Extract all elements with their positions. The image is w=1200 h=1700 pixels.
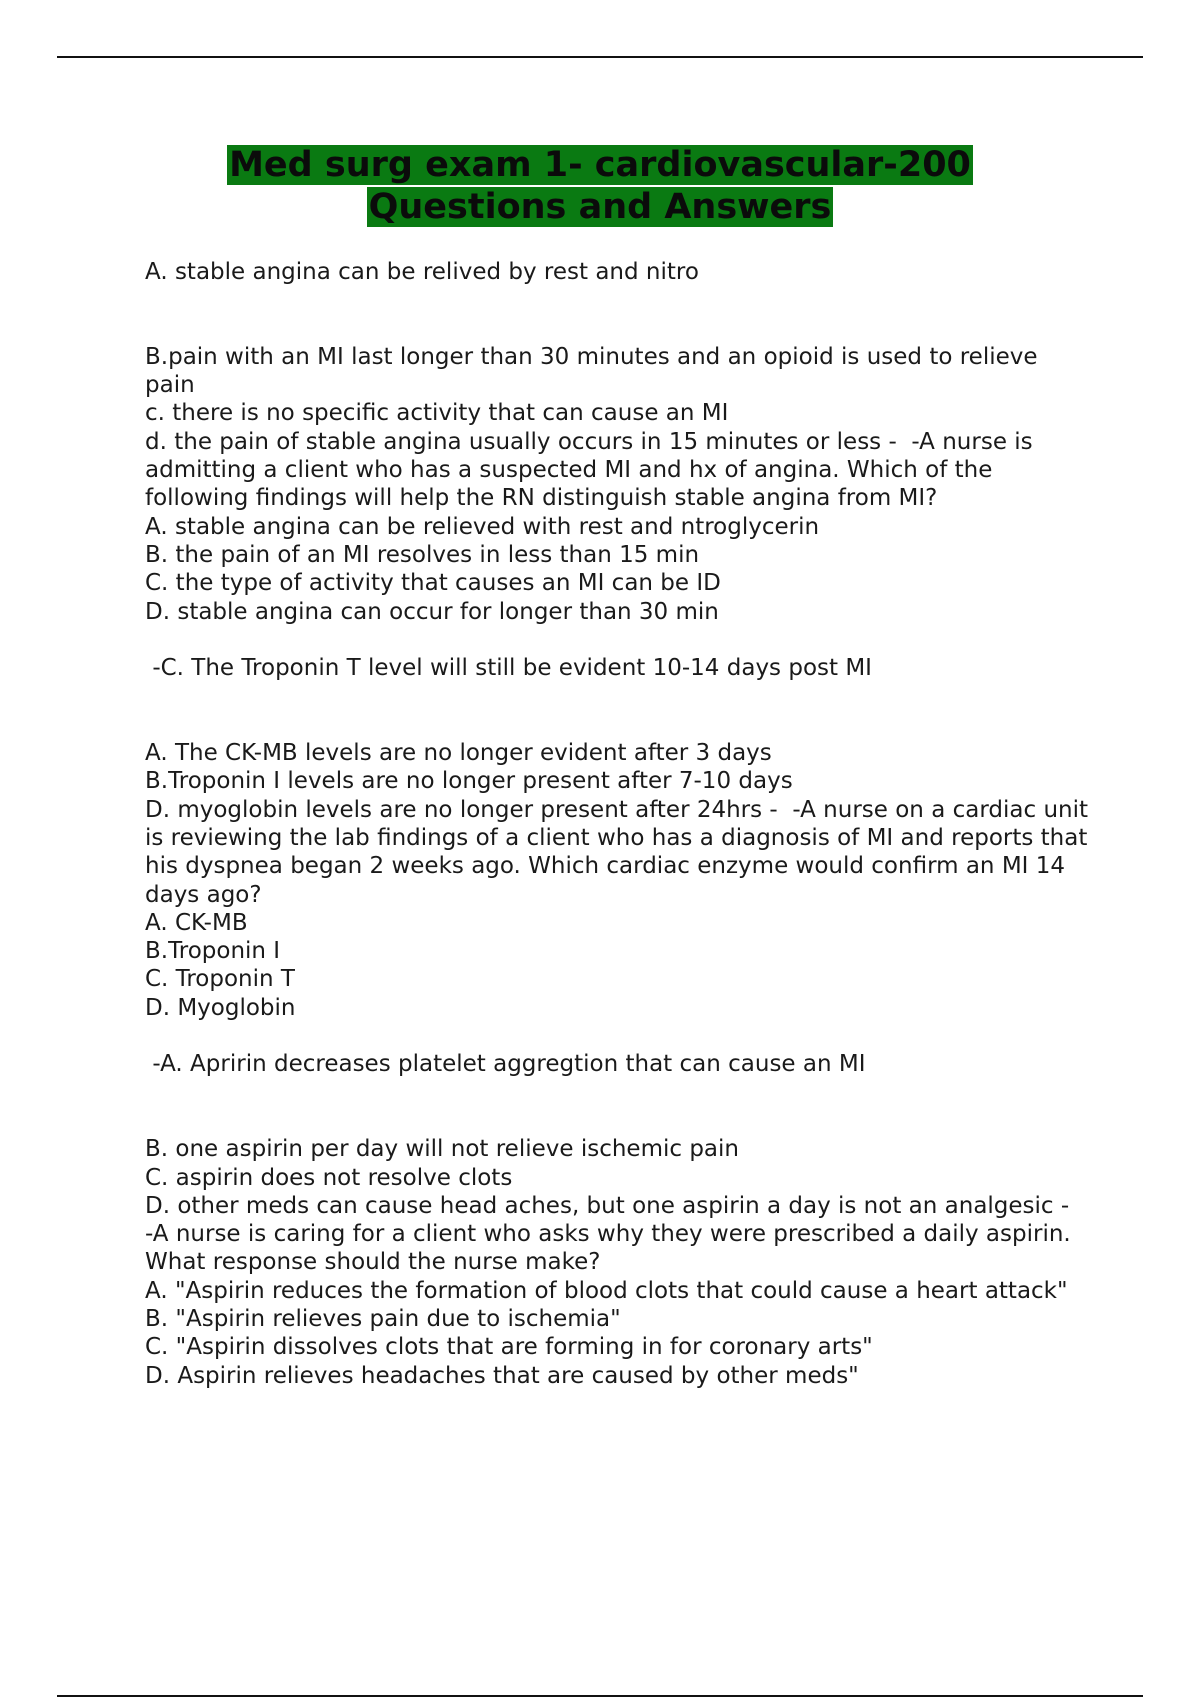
text-line: D. Myoglobin	[145, 994, 296, 1021]
footer-rule	[57, 1695, 1143, 1697]
text-line: D. Aspirin relieves headaches that are caused by other meds"	[145, 1362, 859, 1389]
text-line: A. stable angina can be relived by rest and nitro	[145, 259, 699, 285]
text-line: C. Troponin T	[145, 966, 295, 993]
blank-line	[145, 1079, 1090, 1107]
document-title	[0, 144, 1200, 228]
text-line: B. one aspirin per day will not relieve ischemic pain	[145, 1136, 739, 1163]
header-rule	[57, 56, 1143, 58]
blank-line	[145, 682, 1090, 710]
text-line: -C. The Troponin T level will still be evident 10-14 days post MI	[145, 655, 872, 682]
text-line: D. myoglobin levels are no longer present after 24hrs - -A nurse on a cardiac unit is reviewing the lab findings of a client who has a diagnosis of MI and reports that his dyspnea began 2 weeks ago. Which cardiac enzyme would confirm an MI 14 days ago?	[145, 796, 1096, 908]
text-line: d. the pain of stable angina usually occurs in 15 minutes or less - -A nurse is admitting a client who has a suspected MI and hx of angina. Which of the following findings will help the RN distinguish stable angina from MI?	[145, 428, 1040, 512]
text-line: B. "Aspirin relieves pain due to ischemia"	[145, 1305, 621, 1332]
text-line: C. "Aspirin dissolves clots that are forming in for coronary arts"	[145, 1334, 873, 1361]
text-line: D. other meds can cause head aches, but one aspirin a day is not an analgesic - -A nurse is caring for a client who asks why they were prescribed a daily aspirin. What response should the nurse make?	[145, 1192, 1084, 1276]
text-line: A. "Aspirin reduces the formation of blood clots that could cause a heart attack"	[145, 1277, 1068, 1304]
text-line: -A. Apririn decreases platelet aggregtion that can cause an MI	[145, 1051, 866, 1078]
blank-line	[145, 711, 1090, 739]
text-line: C. aspirin does not resolve clots	[145, 1164, 513, 1191]
text-line: A. CK-MB	[145, 909, 248, 936]
document-body	[145, 258, 1096, 1390]
blank-line	[145, 315, 1090, 343]
text-line: c. there is no specific activity that can cause an MI	[145, 400, 729, 427]
blank-line	[145, 626, 1090, 654]
text-line: D. stable angina can occur for longer than 30 min	[145, 598, 719, 625]
blank-line	[145, 1022, 1090, 1050]
text-line: C. the type of activity that causes an MI can be ID	[145, 570, 721, 597]
title-line-2: Questions and Answers	[368, 187, 832, 227]
text-line: A. stable angina can be relieved with rest and ntroglycerin	[145, 513, 820, 540]
blank-line	[145, 286, 1090, 314]
blank-line	[145, 1107, 1090, 1135]
title-line-1: Med surg exam 1- cardiovascular-200	[229, 145, 971, 185]
text-line: B.Troponin I	[145, 938, 281, 965]
text-line: B.pain with an MI last longer than 30 minutes and an opioid is used to relieve pain	[145, 343, 1045, 399]
text-line: B. the pain of an MI resolves in less than 15 min	[145, 541, 700, 568]
text-line: B.Troponin I levels are no longer present after 7-10 days	[145, 768, 793, 795]
text-line: A. The CK-MB levels are no longer evident after 3 days	[145, 740, 772, 767]
